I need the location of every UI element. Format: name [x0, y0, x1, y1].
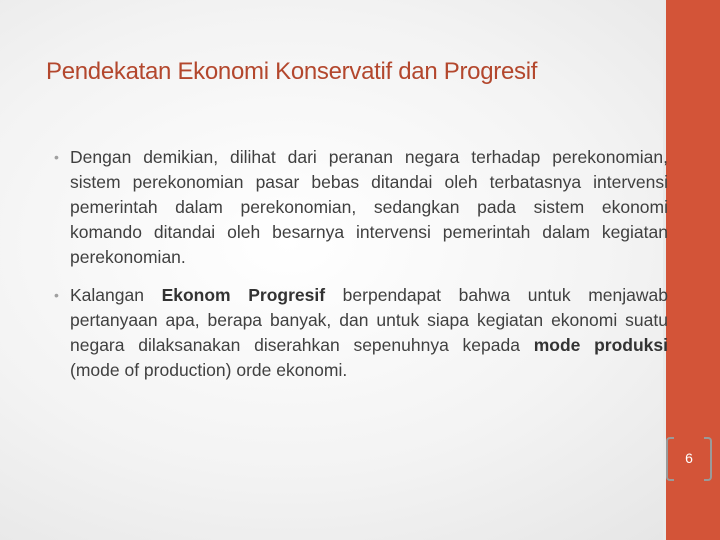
slide-title: Pendekatan Ekonomi Konservatif dan Progresif: [46, 58, 538, 85]
page-number: 6: [685, 450, 693, 466]
bullet-text-2-part3: (mode of production) orde ekonomi.: [70, 360, 348, 380]
bullet-icon: •: [54, 287, 59, 303]
bullet-list: [52, 145, 682, 396]
bullet-item-2: [52, 283, 682, 383]
bullet-text-1: Dengan demikian, dilihat dari peranan negara terhadap perekonomian, sistem perekonomian pasar bebas ditandai oleh terbatasnya intervensi pemerintah dalam perekonomian, sedangkan pada sistem ekonomi komando ditandai oleh besarnya intervensi pemerintah dalam kegiatan perekonomian.: [70, 147, 668, 267]
bullet-text-2: [70, 283, 668, 383]
bullet-icon: •: [54, 149, 59, 165]
bullet-text-2-part2: berpendapat bahwa untuk menjawab pertanyaan apa, berapa banyak, dan untuk siapa kegiatan ekonomi suatu negara dilaksanakan diserahkan sepenuhnya kepada: [70, 285, 668, 355]
bullet-text-2-bold-ekonom-progresif: Ekonom Progresif: [161, 285, 326, 305]
bullet-item-1: [52, 145, 682, 270]
bullet-text-2-part1: Kalangan: [70, 285, 162, 305]
page-number-box: [666, 437, 712, 481]
bullet-text-2-bold-mode-produksi: mode produksi: [533, 335, 669, 355]
